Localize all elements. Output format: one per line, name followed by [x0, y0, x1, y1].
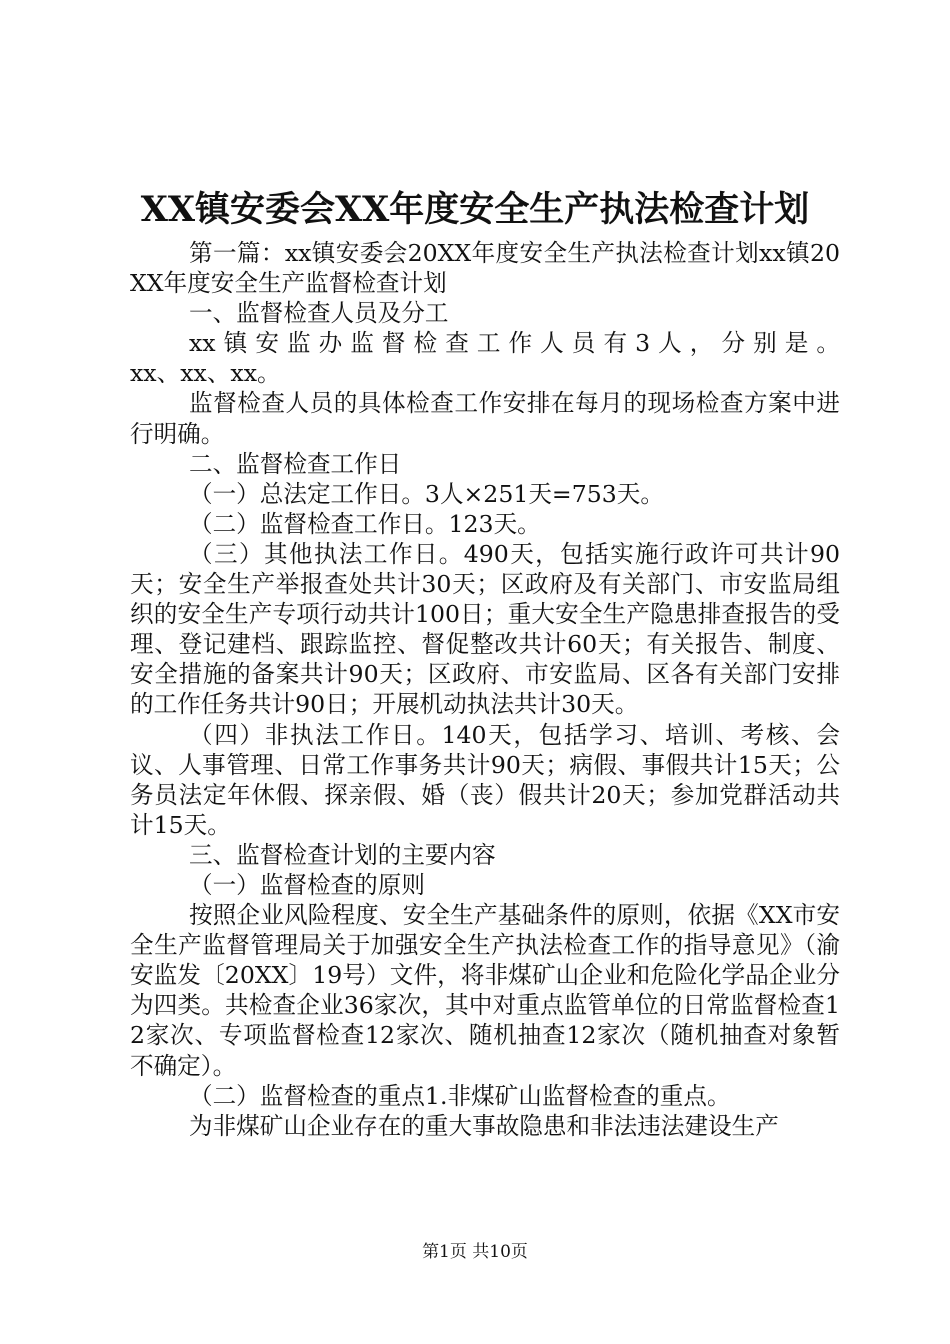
- paragraph-key-points: 为非煤矿山企业存在的重大事故隐患和非法违法建设生产: [189, 1111, 779, 1140]
- paragraph-non-enforcement-days: （四）非执法工作日。140天，包括学习、培训、考核、会议、人事管理、日常工作事务共计90天；病假、事假共计15天；公务员法定年休假、探亲假、婚（丧）假共计20天；参加党群活动共计15天。: [130, 720, 840, 839]
- paragraph-staff-names: xx、xx、xx。: [130, 359, 281, 388]
- paragraph-staff-count: xx镇安监办监督检查工作人员有3人，分别是。: [189, 329, 840, 358]
- paragraph-inspection-workdays: （二）监督检查工作日。123天。: [189, 509, 541, 538]
- heading-principles: （一）监督检查的原则: [189, 870, 425, 899]
- heading-personnel: 一、监督检查人员及分工: [189, 299, 449, 328]
- paragraph-principles: 按照企业风险程度、安全生产基础条件的原则，依据《XX市安全生产监督管理局关于加强安全生产执法检查工作的指导意见》（渝安监发〔20XX〕19号）文件，将非煤矿山企业和危险化学品企业分为四类。共检查企业36家次，其中对重点监管单位的日常监督检查12家次、专项监督检查12家次、随机抽查12家次（随机抽查对象暂不确定）。: [130, 901, 840, 1080]
- heading-main-content: 三、监督检查计划的主要内容: [189, 840, 496, 869]
- paragraph-other-enforcement-days: （三）其他执法工作日。490天，包括实施行政许可共计90天；安全生产举报查处共计30天；区政府及有关部门、市安监局组织的安全生产专项行动共计100日；重大安全生产隐患排查报告的受理、登记建档、跟踪监控、督促整改共计60天；有关报告、制度、安全措施的备案共计90天；区政府、市安监局、区各有关部门安排的工作任务共计90日；开展机动执法共计30天。: [130, 539, 840, 719]
- paragraph-part-one: 第一篇：xx镇安委会20XX年度安全生产执法检查计划xx镇20XX年度安全生产监督检查计划: [130, 239, 840, 298]
- page-number-footer: 第1页 共10页: [422, 1242, 528, 1262]
- paragraph-legal-workdays: （一）总法定工作日。3人×251天=753天。: [189, 479, 664, 508]
- document-body: [130, 238, 840, 1141]
- heading-workdays: 二、监督检查工作日: [189, 449, 402, 478]
- paragraph-inspection-arrangement: 监督检查人员的具体检查工作安排在每月的现场检查方案中进行明确。: [130, 389, 840, 448]
- heading-key-points: （二）监督检查的重点1.非煤矿山监督检查的重点。: [189, 1081, 731, 1110]
- document-title: XX镇安委会XX年度安全生产执法检查计划: [140, 189, 810, 230]
